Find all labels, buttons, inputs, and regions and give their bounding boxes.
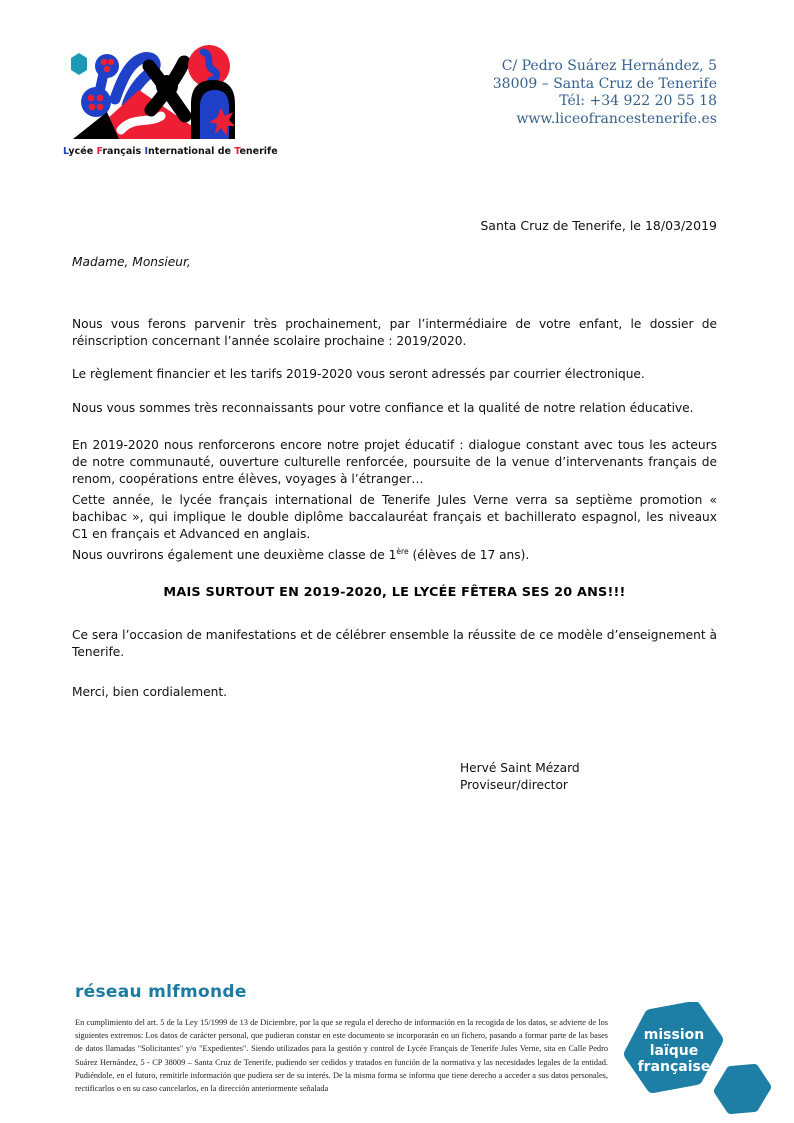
website-url: www.liceofrancestenerife.es: [516, 110, 717, 127]
logo-caption-part: rançais: [102, 146, 145, 157]
paragraph-reconnaissance: Nous vous sommes très reconnaissants pour votre confiance et la qualité de notre relation éducative.: [72, 401, 694, 415]
signature-block: [460, 760, 717, 793]
logo-caption-part: F: [96, 146, 103, 157]
logo-caption-part: T: [234, 146, 240, 157]
paragraph-deuxieme-classe: [72, 543, 717, 564]
paragraph-reinscription: Nous vous ferons parvenir très prochainement, par l’intermédiaire de votre enfant, le dossier de réinscription concernant l’année scolaire prochaine : 2019/2020.: [72, 317, 717, 348]
logo-caption-part: de: [217, 146, 235, 157]
logo-caption-part: L: [63, 146, 69, 157]
signature-name: Hervé Saint Mézard: [460, 761, 580, 776]
legal-notice: En cumplimiento del art. 5 de la Ley 15/1999 de 13 de Diciembre, por la que se regula el derecho de información en la recogida de los datos, se advierte de los siguientes extremos: Los datos de carácter personal, que pudieran constar en este documento se incorporarán en un fichero, pasando a formar parte de las bases de datos llamadas "Solicitantes" y/o "Expedientes". Siendo utilizados para la gestión y control de Lycée Français de Tenerife Jules Verne, sita en Calle Pedro Suárez Hernández, 5 - CP 38009 – Santa Cruz de Tenerife, pudiendo ser cedidos y tratados en función de la normativa y las necesidades legales de la entidad. Pudiéndole, en el futuro, remitirle información que pudiera ser de su interés. De la misma forma se informa que tiene derecho a acceder a sus datos personales, rectificarlos o en su caso cancelarlos, en la dirección anteriormente señalada: [75, 1018, 608, 1094]
dateline: Santa Cruz de Tenerife, le 18/03/2019: [480, 218, 717, 233]
ordinal-superscript: ère: [396, 547, 409, 556]
logo-caption-part: enerife: [239, 146, 278, 157]
logo-caption-part: ycée: [68, 146, 97, 157]
school-logo-artwork: [63, 44, 235, 139]
anniversary-highlight: MAIS SURTOUT EN 2019-2020, LE LYCÉE FÊTERA SES 20 ANS!!!: [163, 585, 626, 601]
paragraph-projet-educatif: En 2019-2020 nous renforcerons encore notre projet éducatif : dialogue constant avec tous les acteurs de notre communauté, ouverture culturelle renforcée, poursuite de la venue d’intervenants français de renom, coopérations entre élèves, voyages à l’étranger…: [72, 438, 717, 486]
address-line: 38009 – Santa Cruz de Tenerife: [492, 75, 717, 92]
paragraph-celebration: Ce sera l’occasion de manifestations et de célébrer ensemble la réussite de ce modèle d’enseignement à Tenerife.: [72, 628, 717, 660]
mlf-hexagon-logo: [618, 1002, 778, 1117]
school-logo-caption: [63, 146, 278, 157]
address-line: Tél: +34 922 20 55 18: [559, 93, 717, 109]
school-logo: [63, 44, 278, 157]
school-address-block: [493, 58, 717, 128]
mlf-logo-line: mission: [643, 1027, 705, 1043]
logo-caption-part: I: [144, 146, 149, 157]
salutation: Madame, Monsieur,: [72, 255, 191, 269]
paragraph-bachibac: Cette année, le lycée français international de Tenerife Jules Verne verra sa septième promotion « bachibac », qui implique le double diplôme baccalauréat français et bachillerato espagnol, les niveaux C1 en français et Advanced en anglais.: [72, 493, 717, 541]
deuxieme-classe-text: Nous ouvrirons également une deuxième classe de 1: [72, 548, 397, 563]
deuxieme-classe-text-end: (élèves de 17 ans).: [408, 548, 530, 563]
signature-title: Proviseur/director: [460, 777, 568, 792]
mlf-logo-line: laïque: [649, 1043, 699, 1059]
mlf-logo: [618, 1002, 778, 1121]
closing-line: Merci, bien cordialement.: [72, 685, 227, 700]
logo-caption-part: nternational: [148, 146, 218, 157]
address-line: C/ Pedro Suárez Hernández, 5: [501, 58, 717, 74]
letter-body: [72, 254, 717, 793]
mlf-logo-line: française: [637, 1059, 711, 1075]
mlfmonde-network-label: réseau mlfmonde: [75, 982, 247, 1002]
paragraph-tarifs: Le règlement financier et les tarifs 2019-2020 vous seront adressés par courrier électronique.: [72, 367, 645, 381]
